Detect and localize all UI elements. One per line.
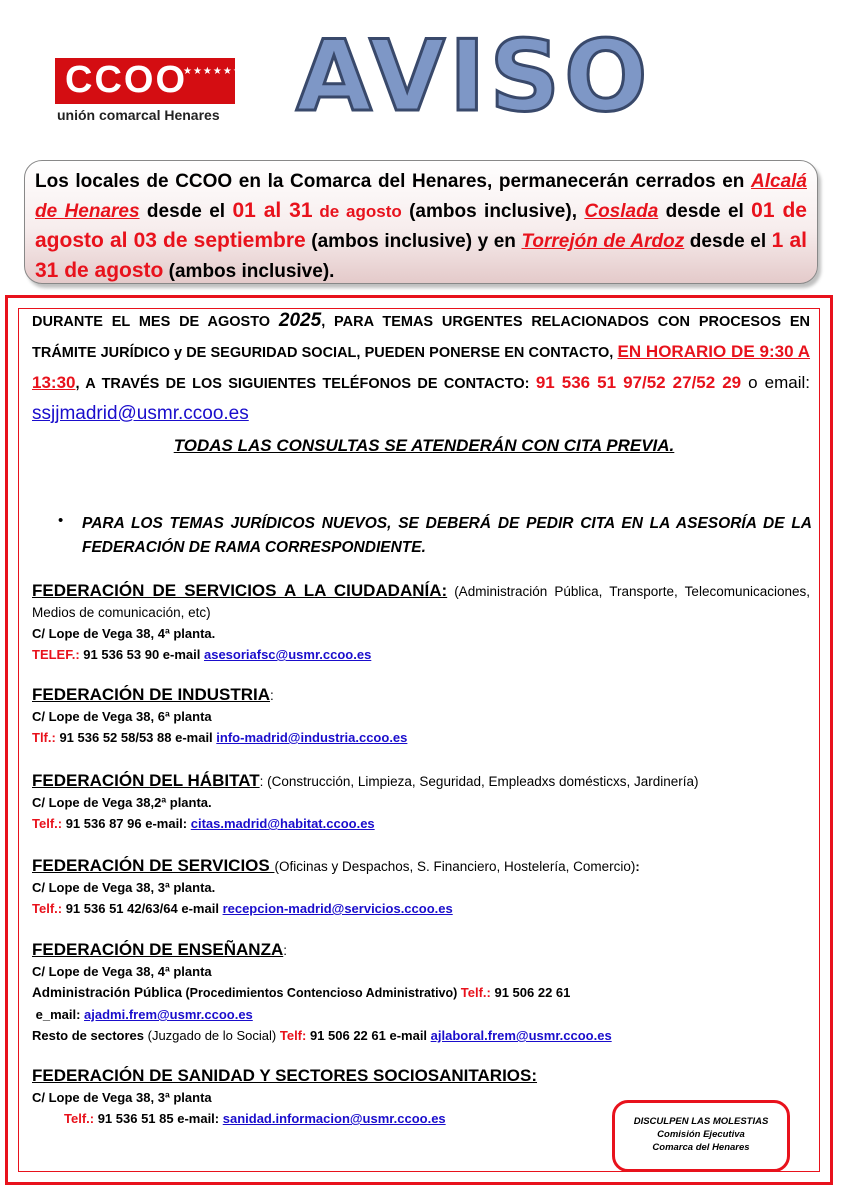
notice-text: desde el (684, 231, 772, 252)
phone-label: Telf.: (32, 901, 63, 916)
star-icon: ★★★★★★★ (183, 66, 253, 77)
city-coslada: Coslada (584, 201, 659, 222)
dates-alcala: 01 al 31 (232, 199, 313, 222)
urgent-phones: 91 536 51 97/52 27/52 29 (535, 373, 742, 392)
signature-region: Comarca del Henares (652, 1142, 750, 1153)
admin-description: (Procedimientos Contencioso Administrativo) (182, 986, 461, 1000)
phone-label: TELEF.: (32, 647, 80, 662)
admin-label: Administración Pública (32, 985, 183, 1000)
federation-email-link[interactable]: ajlaboral.frem@usmr.ccoo.es (430, 1028, 612, 1043)
federation-phone: 91 536 52 58/53 88 e-mail (55, 730, 217, 745)
federation-address: C/ Lope de Vega 38,2ª planta. (32, 795, 212, 810)
hours: EN HORARIO DE 9:30 A 13:30 (32, 342, 811, 392)
federation-address: C/ Lope de Vega 38, 3ª planta. (32, 880, 216, 895)
federation-email-link[interactable]: recepcion-madrid@servicios.ccoo.es (222, 901, 453, 916)
notice-text: desde el (139, 201, 233, 222)
year: 2025 (278, 310, 322, 331)
notice-text: (ambos inclusive), (401, 201, 585, 222)
page-title: AVISO (296, 20, 652, 134)
notice-text: (ambos inclusive). (163, 261, 335, 282)
logo-text: CCOO (65, 59, 187, 101)
dates-torrejon: 1 al 31 de agosto (35, 229, 807, 282)
closure-notice (24, 160, 818, 284)
logo-box (55, 58, 253, 104)
urgent-email-link[interactable]: ssjjmadrid@usmr.ccoo.es (32, 403, 249, 424)
bullet-icon: • (58, 512, 64, 529)
federation-industria (32, 684, 810, 748)
month-alcala: de agosto (312, 202, 402, 221)
intro-text: DURANTE EL MES DE AGOSTO (32, 314, 279, 330)
intro-text: o email: (741, 373, 810, 392)
phone-label: Telf: (279, 1028, 307, 1043)
federation-servicios (32, 855, 810, 919)
federation-phone: 91 506 22 61 (490, 985, 571, 1000)
federation-colon: : (635, 859, 640, 874)
city-torrejon: Torrejón de Ardoz (521, 231, 685, 252)
federation-ensenanza (32, 939, 810, 1046)
federation-ciudadania (32, 580, 810, 665)
federation-email-link[interactable]: citas.madrid@habitat.ccoo.es (190, 816, 375, 831)
federation-email-link[interactable]: info-madrid@industria.ccoo.es (216, 730, 408, 745)
resto-label: Resto de sectores (32, 1028, 144, 1043)
phone-label: Telf.: (64, 1111, 95, 1126)
federation-phone: 91 536 51 85 e-mail: (94, 1111, 223, 1126)
federation-colon: : (270, 688, 274, 703)
federation-email-link[interactable]: asesoriafsc@usmr.ccoo.es (203, 647, 372, 662)
appointment-notice: TODAS LAS CONSULTAS SE ATENDERÁN CON CITA PREVIA. (173, 436, 675, 455)
federation-phone: 91 536 53 90 e-mail (79, 647, 204, 662)
resto-description: (Juzgado de lo Social) (144, 1028, 280, 1043)
urgent-contact-paragraph (32, 306, 810, 430)
federation-phone: 91 536 51 42/63/64 e-mail (62, 901, 223, 916)
federation-colon: : (283, 943, 288, 958)
federation-email-link[interactable]: sanidad.informacion@usmr.ccoo.es (222, 1111, 446, 1126)
federation-phone: 91 536 87 96 e-mail: (62, 816, 191, 831)
federation-phone: 91 506 22 61 e-mail (306, 1028, 431, 1043)
federation-email-link[interactable]: ajadmi.frem@usmr.ccoo.es (84, 1007, 253, 1022)
federation-description: (Administración Pública, Transporte, Telecomunicaciones, Medios de comunicación, etc) (32, 584, 811, 620)
federation-description: (Oficinas y Despachos, S. Financiero, Hostelería, Comercio) (274, 859, 636, 874)
ccoo-logo (55, 58, 253, 123)
intro-text: , A TRAVÉS DE LOS SIGUIENTES TELÉFONOS DE CONTACTO: (75, 376, 536, 392)
federation-name: FEDERACIÓN DE SERVICIOS A LA CIUDADANÍA: (32, 581, 448, 600)
phone-label: Telf.: (460, 985, 491, 1000)
federation-address: C/ Lope de Vega 38, 3ª planta (32, 1090, 212, 1105)
federation-name: FEDERACIÓN DE SERVICIOS (32, 856, 275, 875)
federation-address: C/ Lope de Vega 38, 4ª planta (32, 964, 212, 979)
signature-committee: Comisión Ejecutiva (657, 1129, 745, 1140)
signature-box (612, 1100, 790, 1172)
notice-text: desde el (658, 201, 752, 222)
email-label: e_mail: (32, 1007, 85, 1022)
intro-text: , PARA TEMAS URGENTES RELACIONADOS CON PROCESOS EN TRÁMITE JURÍDICO y DE SEGURIDAD SOCIAL, PUEDEN PONERSE EN CONTACTO, (32, 314, 810, 361)
federation-address: C/ Lope de Vega 38, 6ª planta (32, 709, 212, 724)
notice-text: (ambos inclusive) y en (305, 231, 522, 252)
federation-habitat (32, 770, 810, 834)
phone-label: Tlf.: (32, 730, 56, 745)
federation-description: : (Construcción, Limpieza, Seguridad, Empleadxs domésticxs, Jardinería) (259, 774, 699, 789)
dates-coslada: 01 de agosto al 03 de septiembre (35, 199, 807, 252)
city-alcala: Alcalá de Henares (35, 171, 807, 222)
federation-name: FEDERACIÓN DE INDUSTRIA (32, 685, 271, 704)
signature-apology: DISCULPEN LAS MOLESTIAS (633, 1116, 769, 1127)
notice-text: Los locales de CCOO en la Comarca del Henares, permanecerán cerrados en (35, 171, 752, 192)
federation-address: C/ Lope de Vega 38, 4ª planta. (32, 626, 216, 641)
federation-name: FEDERACIÓN DEL HÁBITAT (32, 771, 260, 790)
phone-label: Telf.: (32, 816, 63, 831)
new-cases-notice: PARA LOS TEMAS JURÍDICOS NUEVOS, SE DEBERÁ DE PEDIR CITA EN LA ASESORÍA DE LA FEDERACIÓN DE RAMA CORRESPONDIENTE. (82, 515, 812, 556)
logo-subtitle: unión comarcal Henares (57, 107, 220, 123)
federation-name: FEDERACIÓN DE SANIDAD Y SECTORES SOCIOSANITARIOS: (32, 1066, 538, 1085)
federation-name: FEDERACIÓN DE ENSEÑANZA (32, 940, 284, 959)
